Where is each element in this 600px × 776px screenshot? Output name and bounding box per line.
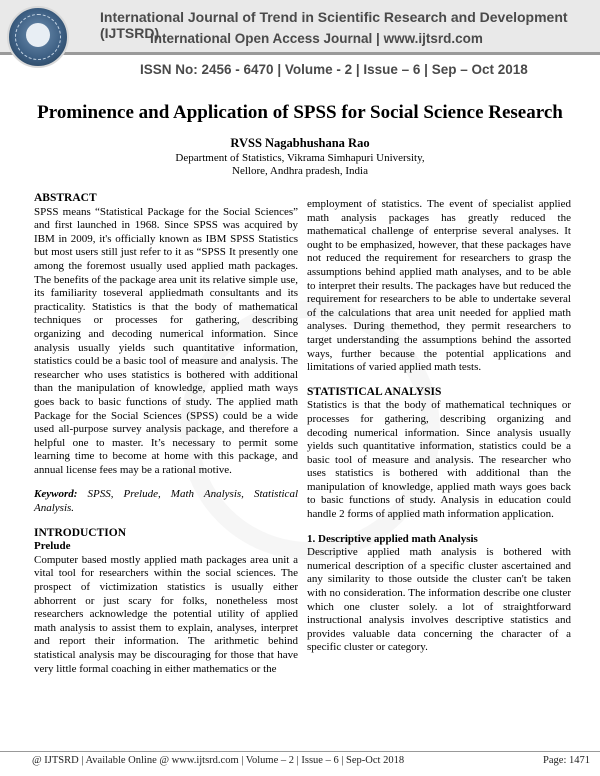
abstract-heading: ABSTRACT [34,192,97,204]
journal-subtitle: International Open Access Journal | www.ijtsrd.com [150,31,483,46]
header-divider [0,52,600,55]
keywords [34,488,298,515]
footer-divider [0,751,600,752]
author-affiliation [0,152,600,178]
left-column [34,192,298,676]
introduction-heading: INTRODUCTION [34,526,127,539]
affiliation-line-1: Department of Statistics, Vikrama Simhapuri University, [175,152,425,164]
page-number: Page: 1471 [543,755,590,766]
statistical-analysis-text: Statistics is that the body of mathematical techniques or processes for gathering, describing organizing and decoding numerical information. Since analysis usually yields such quantitative information, statistics could be a basic tool of measure and analysis. The researcher who uses statistics is bothered with additional than the manipulation of knowledge, applied math ways goes back to basic functions of study. Analysis in education could handle 2 forms of applied math information application. [307,399,571,521]
paper-author: RVSS Nagabhushana Rao [230,136,370,150]
logo-core [26,23,50,47]
paper-title: Prominence and Application of SPSS for Social Science Research [37,102,563,123]
descriptive-analysis-heading: 1. Descriptive applied math Analysis [307,532,478,545]
statistical-analysis-heading: STATISTICAL ANALYSIS [307,385,442,398]
introduction-text: Computer based mostly applied math packages area unit a vital tool for researchers within the social sciences. The prospect of victimization statistics is usually either abhorrent or just scary for folks, nonetheless most researchers acknowledge the potential utility of applied math analysis to assist them to explain, analyses, interpret and report their information. The arithmetic behind statistical analysis may be discouraging for those that have very little formal coaching in either mathematics or the [34,553,298,675]
keywords-label: Keyword: [34,488,78,501]
prelude-heading: Prelude [34,540,71,553]
descriptive-analysis-text: Descriptive applied math analysis is bothered with numerical description of a specific cluster ascertained and any similarity to those outside the cluster can't be taken with no consideration. The information describe one cluster which one cluster solely. a lot of straightforward instructional analysis involves descriptive statistics and provides valuable data concerning the character of a specific cluster or category. [307,546,571,654]
journal-header [0,0,600,88]
footer-text: @ IJTSRD | Available Online @ www.ijtsrd.com | Volume – 2 | Issue – 6 | Sep-Oct 2018 [32,755,405,766]
issn-line: ISSN No: 2456 - 6470 | Volume - 2 | Issue – 6 | Sep – Oct 2018 [140,62,528,77]
keywords-text: SPSS, Prelude, Math Analysis, Statistical Analysis. [34,488,298,515]
abstract-text: SPSS means “Statistical Package for the Social Sciences” and first launched in 1968. Since SPSS was acquired by IBM in 2009, it's officially known as IBM SPSS Statistics but most users still just refer to it as “SPSS It presently one among the foremost usually used applied math packages. The benefits of the package area unit its relative simple use, its familiarity toseveral appliedmath consultants and its practicality. Statistics is that the body of mathematical techniques or processes for gathering, describing organizing and decoding numerical information. Since analysis usually yields such quantitative information, statistics could be a basic tool of measure and analysis. The researcher who uses statistics is bothered with additional than the manipulation of knowledge, applied math ways goes back to basic functions of study. The applied math Package for the Social Sciences (SPSS) could be a wide used all-purpose survey analysis package, and therefore a helpful one to master. It’s necessary to permit some learning time to become at home with this package, and annual license fees may be a rational motive. [34,205,298,476]
journal-name: International Journal of Trend in Scientific Research and Development (IJTSRD) [100,9,568,41]
right-column [307,198,571,655]
affiliation-line-2: Nellore, Andhra pradesh, India [232,165,368,177]
ijtsrd-logo-icon [7,6,69,68]
continued-text: employment of statistics. The event of specialist applied math analysis packages has greatly reduced the mathematical challenge of enterprise several analyses. It ought to be emphasized, however, that these packages have not reduced the requirement for researchers to grasp the assumptions behind applied math analyses, and to be able to interpret their results. The packages have but reduced the requirement for researchers to be able to undertake several of the calculations that area unit needed for applied math analyses. During themethod, they permit researchers to target understanding the assumptions behind the assorted ways, further because the potential applications and limitations of varied applied math tests. [307,198,571,374]
